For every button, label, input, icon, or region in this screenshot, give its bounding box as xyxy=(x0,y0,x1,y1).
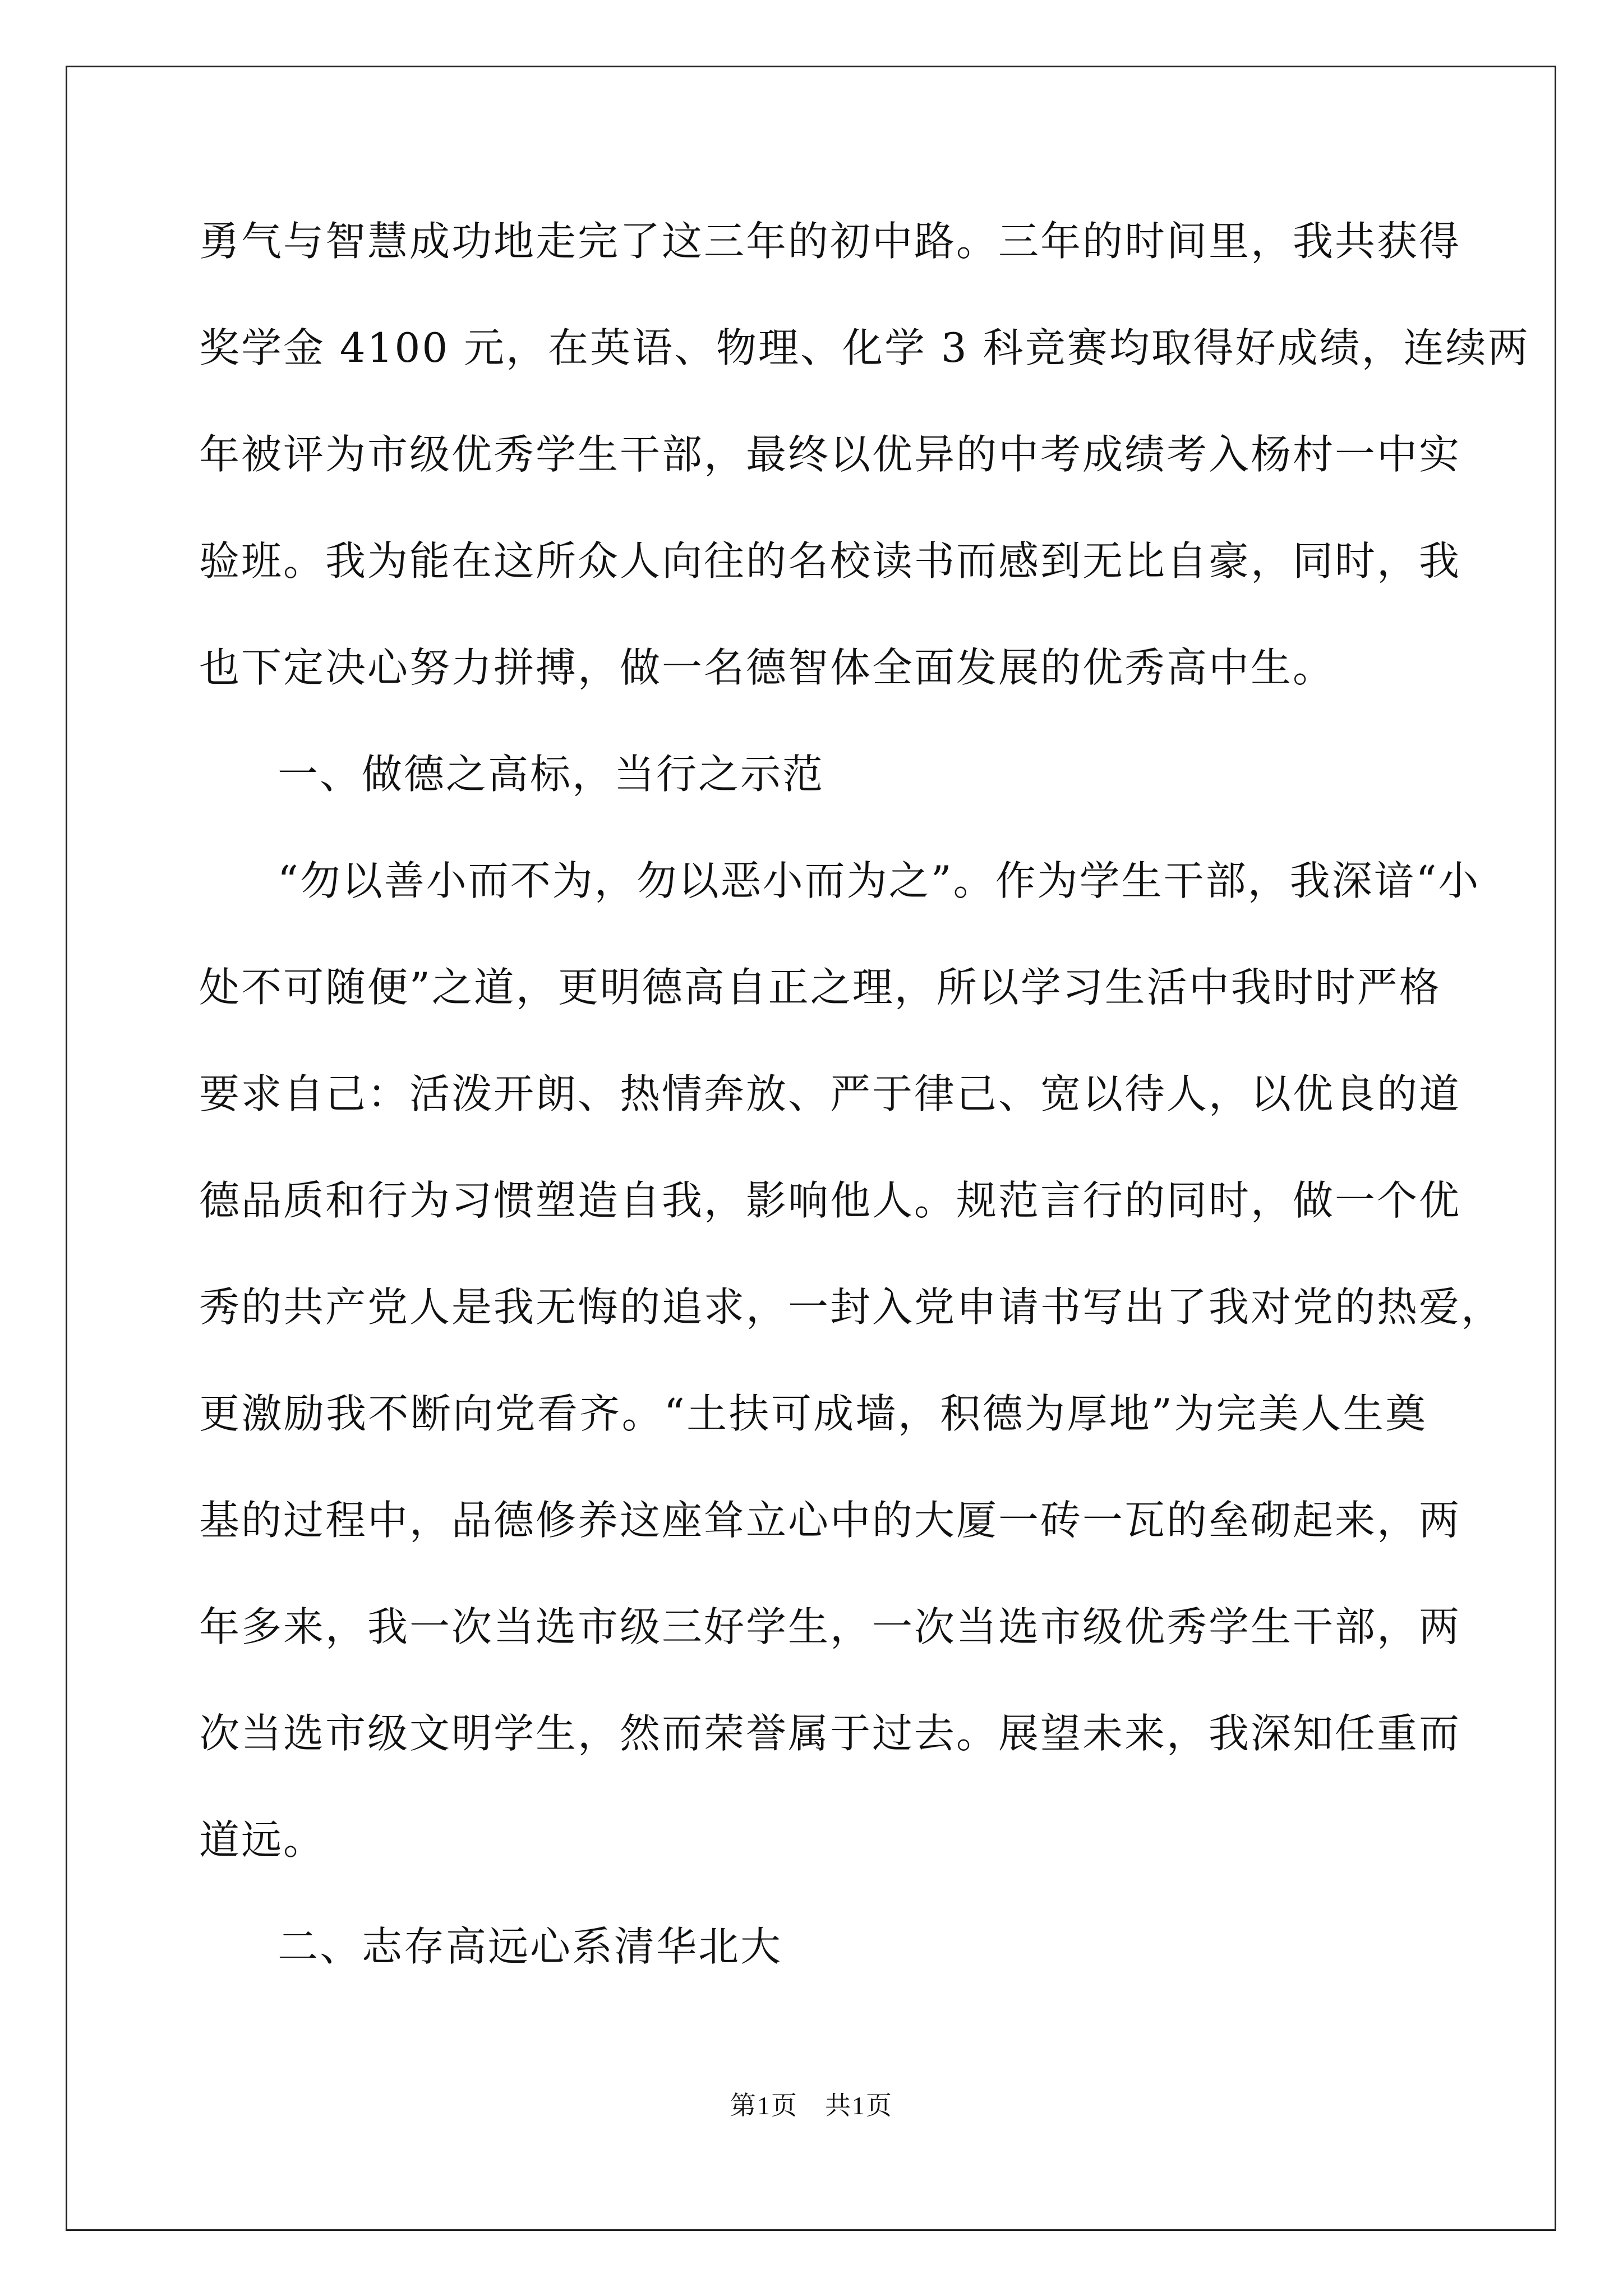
paragraph-line: 基的过程中，品德修养这座耸立心中的大厦一砖一瓦的垒砌起来，两 xyxy=(199,1497,1461,1544)
paragraph-line: “勿以善小而不为，勿以恶小而为之”。作为学生干部，我深谙“小 xyxy=(278,857,1481,904)
paragraph-line: 道远。 xyxy=(199,1816,326,1864)
paragraph-line: 也下定决心努力拼搏，做一名德智体全面发展的优秀高中生。 xyxy=(199,644,1335,691)
paragraph-line: 德品质和行为习惯塑造自我，影响他人。规范言行的同时，做一个优 xyxy=(199,1177,1461,1224)
section-heading: 二、志存高远心系清华北大 xyxy=(278,1923,783,1970)
paragraph-line: 要求自己：活泼开朗、热情奔放、严于律己、宽以待人，以优良的道 xyxy=(199,1070,1461,1117)
paragraph-line: 次当选市级文明学生，然而荣誉属于过去。展望未来，我深知任重而 xyxy=(199,1710,1461,1757)
paragraph-line: 处不可随便”之道，更明德高自正之理，所以学习生活中我时时严格 xyxy=(199,964,1441,1011)
page-border xyxy=(66,66,1556,2231)
paragraph-line: 秀的共产党人是我无悔的追求，一封入党申请书写出了我对党的热爱， xyxy=(199,1283,1504,1331)
paragraph-line: 更激励我不断向党看齐。“土扶可成墙，积德为厚地”为完美人生奠 xyxy=(199,1390,1427,1437)
page-footer: 第1页 共1页 xyxy=(730,2091,893,2120)
paragraph-line: 奖学金 4100 元，在英语、物理、化学 3 科竞赛均取得好成绩，连续两 xyxy=(199,324,1530,371)
paragraph-line: 年多来，我一次当选市级三好学生，一次当选市级优秀学生干部，两 xyxy=(199,1603,1461,1650)
section-heading: 一、做德之高标，当行之示范 xyxy=(278,751,825,798)
paragraph-line: 年被评为市级优秀学生干部，最终以优异的中考成绩考入杨村一中实 xyxy=(199,431,1461,478)
paragraph-line: 勇气与智慧成功地走完了这三年的初中路。三年的时间里，我共获得 xyxy=(199,218,1461,265)
paragraph-line: 验班。我为能在这所众人向往的名校读书而感到无比自豪，同时，我 xyxy=(199,537,1461,585)
